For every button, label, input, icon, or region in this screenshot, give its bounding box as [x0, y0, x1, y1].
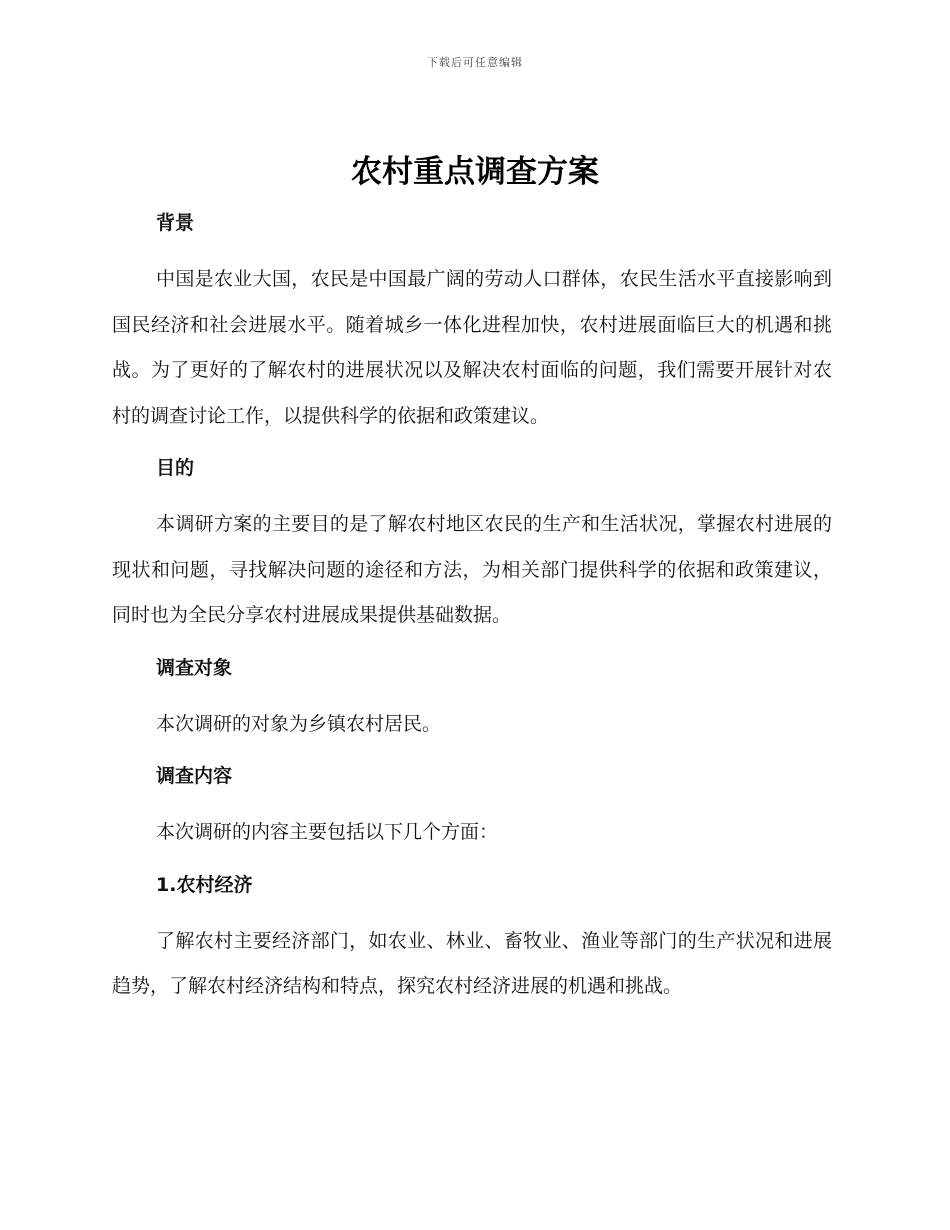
section-paragraph: 本次调研的内容主要包括以下几个方面： [156, 821, 499, 843]
section-heading: 调查对象 [156, 656, 233, 679]
section-heading: 背景 [156, 212, 195, 234]
section-paragraph: 中国是农业大国，农民是中国最广阔的劳动人口群体，农民生活水平直接影响到国民经济和社会进展水平。随着城乡一体化进程加快，农村进展面临巨大的机遇和挑战。为了更好的了解农村的进展状况以及解决农村面临的问题，我们需要开展针对农村的调查讨论工作，以提供科学的依据和政策建议。 [112, 268, 832, 427]
section-paragraph: 了解农村主要经济部门，如农业、林业、畜牧业、渔业等部门的生产状况和进展趋势，了解农村经济结构和特点，探究农村经济进展的机遇和挑战。 [112, 929, 832, 997]
section-heading: 目的 [156, 457, 195, 479]
section-rural-economy [112, 865, 832, 1010]
document-title: 农村重点调查方案 [351, 154, 599, 190]
section-purpose [112, 448, 832, 648]
section-heading: 1.农村经济 [156, 873, 253, 896]
section-paragraph: 本次调研的对象为乡镇农村居民。 [156, 712, 442, 735]
section-paragraph: 本调研方案的主要目的是了解农村地区农民的生产和生活状况，掌握农村进展的现状和问题，寻找解决问题的途径和方法，为相关部门提供科学的依据和政策建议，同时也为全民分享农村进展成果提供基础数据。 [112, 513, 832, 626]
document-body [112, 203, 832, 1010]
section-background [112, 203, 832, 448]
section-survey-content [112, 756, 832, 865]
section-survey-subjects [112, 648, 832, 757]
section-heading: 调查内容 [156, 765, 233, 787]
page-header-note: 下载后可任意编辑 [427, 56, 523, 69]
